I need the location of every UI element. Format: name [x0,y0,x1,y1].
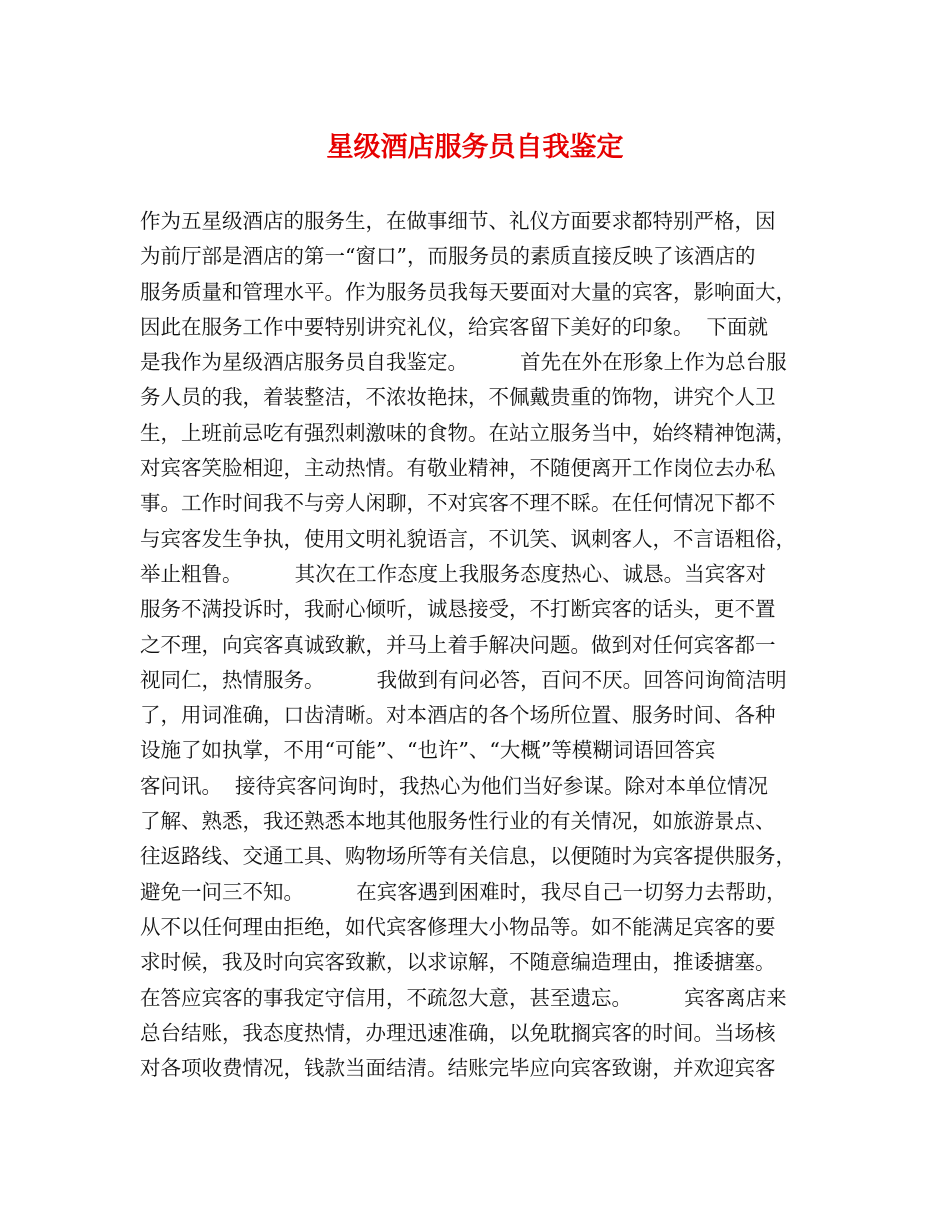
body-line: 生，上班前忌吃有强烈刺激味的食物。在站立服务当中，始终精神饱满， [140,420,796,445]
body-line: 服务质量和管理水平。作为服务员我每天要面对大量的宾客，影响面大， [140,279,796,304]
body-line: 视同仁，热情服务。 我做到有问必答，百问不厌。回答问询简洁明 [140,667,787,692]
body-line: 务人员的我，着装整洁，不浓妆艳抹，不佩戴贵重的饰物，讲究个人卫 [140,385,776,410]
body-line: 往返路线、交通工具、购物场所等有关信息，以便随时为宾客提供服务， [140,844,796,869]
body-line: 设施了如执掌，不用“可能”、“也许”、“大概”等模糊词语回答宾 [140,738,716,763]
body-line: 求时候，我及时向宾客致歉，以求谅解，不随意编造理由，推诿搪塞。 [140,950,776,975]
body-line: 服务不满投诉时，我耐心倾听，诚恳接受，不打断宾客的话头，更不置 [140,597,776,622]
document-title: 星级酒店服务员自我鉴定 [326,132,624,163]
body-line: 之不理，向宾客真诚致歉，并马上着手解决问题。做到对任何宾客都一 [140,632,776,657]
body-line: 对各项收费情况，钱款当面结清。结账完毕应向宾客致谢，并欢迎宾客 [140,1056,776,1081]
body-line: 总台结账，我态度热情，办理迅速准确，以免耽搁宾客的时间。当场核 [140,1020,776,1045]
body-line: 为前厅部是酒店的第一“窗口”，而服务员的素质直接反映了该酒店的 [140,244,756,269]
body-line: 从不以任何理由拒绝，如代宾客修理大小物品等。如不能满足宾客的要 [140,914,776,939]
document-body [140,204,810,1086]
body-line: 在答应宾客的事我定守信用，不疏忽大意，甚至遗忘。 宾客离店来 [140,985,787,1010]
body-line: 了解、熟悉，我还熟悉本地其他服务性行业的有关情况，如旅游景点、 [140,809,776,834]
body-line: 客问讯。 接待宾客问询时，我热心为他们当好参谋。除对本单位情况 [140,773,769,798]
body-line: 因此在服务工作中要特别讲究礼仪，给宾客留下美好的印象。 下面就 [140,314,769,339]
body-line: 作为五星级酒店的服务生，在做事细节、礼仪方面要求都特别严格，因 [140,209,776,233]
body-line: 举止粗鲁。 其次在工作态度上我服务态度热心、诚恳。当宾客对 [140,561,767,586]
body-line: 避免一问三不知。 在宾客遇到困难时，我尽自己一切努力去帮助， [140,879,787,904]
body-line: 是我作为星级酒店服务员自我鉴定。 首先在外在形象上作为总台服 [140,350,787,375]
body-line: 事。工作时间我不与旁人闲聊，不对宾客不理不睬。在任何情况下都不 [140,491,776,516]
body-line: 了，用词准确，口齿清晰。对本酒店的各个场所位置、服务时间、各种 [140,703,776,728]
body-line: 对宾客笑脸相迎，主动热情。有敬业精神，不随便离开工作岗位去办私 [140,456,776,481]
body-line: 与宾客发生争执，使用文明礼貌语言，不讥笑、讽刺客人，不言语粗俗， [140,526,796,551]
